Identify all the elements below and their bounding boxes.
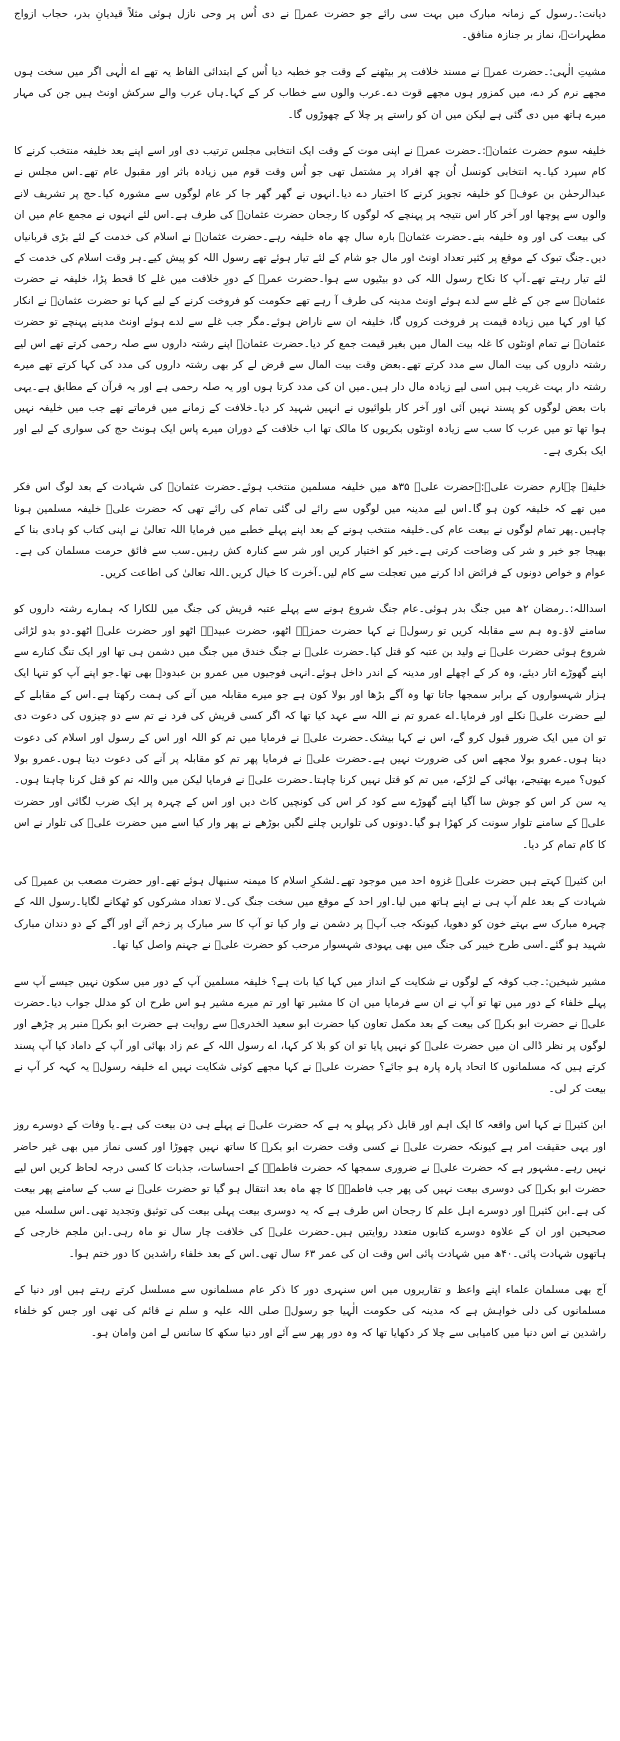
- paragraph-ibn-kathir-uhud: ابن کثیرؒ کہتے ہیں حضرت علیؓ غزوہ احد میں موجود تھے۔لشکرِ اسلام کا میمنہ سنبھال ہوئے تھے۔اور حضرت مصعب بن عمیرؓ کی شہادت کے بعد علم آپ ہی نے اپنے ہاتھ میں لیا۔اور احد کے موقع میں سخت جنگ کی۔لا تعداد مشرکوں کو ٹھکانے لگایا۔رسول اللہ کے چہرہ مبارک سے بہتے خون کو دھویا، کیونکہ جب آپؐ پر دشمن نے وار کیا تو آپ کا سر مبارک پر زخم آئے اور آگے کے دو دندان مبارک شہید ہو گئے۔اسی طرح خیبر کی جنگ میں بھی یہودی شہسوار مرحب کو حضرت علیؓ نے جہنم واصل کیا تھا۔: [14, 875, 606, 952]
- paragraph-fourth-caliph-ali: خلیفہ چہارم حضرت علیؓ:۔حضرت علیؓ ۳۵ھ میں خلیفہ مسلمین منتخب ہوئے۔حضرت عثمانؓ کی شہادت کے بعد لوگ اس فکر میں تھے کہ خلیفہ کون ہو گا۔اس لیے مدینہ میں لوگوں سے رائے لی گئی تمام کی رائے تھی کہ حضرت علیؓ خلیفہ مسلمین ہونا چاہیں۔پھر تمام لوگوں نے بیعت عام کی۔خلیفہ منتخب ہونے کے بعد اپنے پہلے خطبے میں فرمایا اللہ تعالیٰ نے اپنی کتاب کو ہادی بنا کے بھیجا جو خیر و شر کی وضاحت کرتی ہے۔خیر کو اختیار کریں اور شر سے کنارہ کش رہیں۔سب سے فائق حرمت مسلمان کی ہے۔عوام و خواص دونوں کے فرائض ادا کرنے میں تعجلت سے کام لیں۔آخرت کا خیال کریں۔اللہ تعالیٰ کی اطاعت کریں۔: [14, 481, 606, 579]
- paragraph-conclusion: آج بھی مسلمان علماء اپنے واعظ و تقاریروں میں اس سنہری دور کا ذکر عام مسلمانوں سے مسلسل کرتے رہتے ہیں اور دنیا کے مسلمانوں کی دلی خواہش ہے کہ مدینہ کی حکومت الٰہیا جو رسولؐ صلی اللہ علیہ و سلم نے قائم کی تھی اور جس کو خلفاء راشدین نے اس دنیا میں کامیابی سے چلا کر دکھایا تھا کہ وہ دور پھر سے آئے اور دنیا سکھ کا سانس لے امن وامان ہو۔: [14, 1283, 606, 1339]
- paragraph-divine-will: مشیتِ الٰہی:۔حضرت عمرؓ نے مسند خلافت پر بیٹھنے کے وقت جو خطبہ دیا اُس کے ابتدائی الفاظ یہ تھے اے الٰہی اگر میں سخت ہوں مجھے نرم کر دے، میں کمزور ہوں مجھے قوت دے۔عرب والوں سے خطاب کر کے کہا۔ہاں عرب والے سرکش اونٹ ہیں جن کی مہار میرے ہاتھ میں دی گئی ہے لیکن میں ان کو راستے پر چلا کے چھوڑوں گا۔: [14, 65, 606, 121]
- paragraph-asadullah: اسداللہ:۔رمضان ۲ھ میں جنگ بدر ہوئی۔عام جنگ شروع ہونے سے پہلے عتبہ قریش کی جنگ میں للکارا کہ ہمارے رشتہ داروں کو سامنے لاؤ۔وہ ہم سے مقابلہ کریں تو رسولؐ نے کہا حضرت حمزہؓ اٹھو، حضرت عبیدہؓ اٹھو اور حضرت علیؓ اٹھو۔دو بدو لڑائی شروع ہوئی حضرت علیؓ نے ولید بن عتبہ کو قتل کیا۔حضرت علیؓ نے جنگ خندق میں جنگ میں دشمن ہی تھا اور ایک تنگ کنارے سے اپنے گھوڑے اتار دیئے، وہ کر کے اچھلے اور مدینہ کے اندر داخل ہوئے۔انہی فوجیوں میں عمرو بن عبدودؓ بھی تھا۔جو اپنے آپ کو تنہا ایک ہزار شہسواروں کے برابر سمجھا جاتا تھا وہ آگے بڑھا اور بولا کون ہے جو میرے مقابلہ میں آنے کی ہمت رکھتا ہے۔اس کے مقابلے کے لیے حضرت علیؓ نکلے اور فرمایا۔اے عمرو تم نے اللہ سے عہد کیا تھا کہ اگر کسی قریش کی فرد نے تم سے دو چیزوں کی دعوت دی تو ان میں ایک ضرور قبول کرو گے، اس نے کہا بیشک۔حضرت علیؓ نے فرمایا میں تم کو اللہ اور اس کے رسول اور اسلام کی دعوت دیتا ہوں۔عمرو بولا مجھے اس کی ضرورت نہیں ہے۔حضرت علیؓ نے فرمایا پھر تم کو مقابلہ پر آنے کی دعوت دیتا ہوں۔عمرو بولا کیوں؟ میرے بھتیجے، بھائی کے لڑکے، میں تم کو قتل نہیں کرنا چاہتا۔حضرت علیؓ نے فرمایا لیکن میں واللہ تم کو قتل کرنا چاہتا ہوں۔یہ سن کر اس کو جوش سا آگیا اپنے گھوڑے سے کود کر اس کی کونچیں کاٹ دیں اور اس کے چہرہ پر ایک ضرب لگائی اور حضرت علیؓ کے سامنے تلوار سونت کر کھڑا ہو گیا۔دونوں کی تلواریں چلنے لگیں بوڑھے نے پھر وار کیا اسے میں حضرت علیؓ کی تلوار نے اس کا کام تمام کر دیا۔: [14, 603, 607, 851]
- paragraph-integrity: دیانت:۔رسول کے زمانہ مبارک میں بہت سی رائے جو حضرت عمرؓ نے دی اُس پر وحی نازل ہوئی مثلاً قیدیانِ بدر، حجاب ازواج مطہراتؓ، نماز بر جنازہ منافق۔: [14, 8, 606, 42]
- paragraph-ibn-kathir-bayah: ابن کثیرؒ نے کہا اس واقعہ کا ایک اہم اور قابل ذکر پہلو یہ ہے کہ حضرت علیؓ نے پہلے ہی دن بیعت کی ہے۔یا وفات کے دوسرے روز اور یہی حقیقت امر ہے کیونکہ حضرت علیؓ نے کسی وقت حضرت ابو بکرؓ کا ساتھ نہیں چھوڑا اور کسی نماز میں بھی غیر حاضر نہیں رہے۔مشہور ہے کہ حضرت علیؓ نے ضروری سمجھا کہ حضرت فاطمہؓ کے احساسات، جذبات کا کسی درجہ لحاظ کریں اس لیے حضرت ابو بکرؓ کی دوسری بیعت نہیں کی پھر جب فاطمہؓ کا چھ ماہ بعد انتقال ہو گیا تو حضرت علیؓ نے سب کے سامنے پھر بیعت کی ہے۔ابن کثیرؒ اور دوسرے اہل علم کا رجحان اس طرف ہے کہ یہ دوسری بیعت پہلی بیعت کی توثیق وتجدید تھی۔اس سلسلہ میں صحیحین اور ان کے علاوہ دوسرے کتابوں متعدد روایتیں ہیں۔حضرت علیؓ کی خلافت چار سال نو ماہ رہی۔ابن ملجم خارجی کے ہاتھوں شہادت پائی۔۴۰ھ میں شہادت پائی اس وقت ان کی عمر ۶۳ سال تھی۔اس کے بعد خلفاء راشدین کا دور ختم ہوا۔: [14, 1119, 606, 1260]
- paragraph-adviser-of-shaykhayn: مشیر شیخین:۔جب کوفہ کے لوگوں نے شکایت کے انداز میں کہا کیا بات ہے؟ خلیفہ مسلمین آپ کے دور میں سکون نہیں جیسے آپ سے پہلے خلفاء کے دور میں تھا تو آپ نے ان سے فرمایا میں ان کا مشیر تھا اور تم میرے مشیر ہو اس طرح ان کو مدلل جواب دیا۔حضرت علیؓ نے حضرت ابو بکرؓ کی بیعت کے بعد مکمل تعاون کیا حضرت ابو سعید الخدریؓ سے روایت ہے حضرت ابو بکرؓ منبر پر چڑھے اور لوگوں پر نظر ڈالی ان میں حضرت علیؓ کو نہیں پایا تو ان کو بلا کر کہا، اے رسول اللہ کے عم زاد بھائی اور آپ کے داماد کیا آپ پسند کرتے ہیں کہ مسلمانوں کا اتحاد پارہ پارہ ہو جائے؟ حضرت علیؓ نے کہا مجھے کوئی شکایت نہیں اے خلیفہ رسولؐ یہ کہہ کر آپ نے بیعت کر لی۔: [14, 975, 606, 1095]
- paragraph-third-caliph-uthman: خلیفہ سوم حضرت عثمانؓ:۔حضرت عمرؓ نے اپنی موت کے وقت ایک انتخابی مجلس ترتیب دی اور اسے اپنے بعد خلیفہ منتخب کرنے کا کام سپرد کیا۔یہ انتخابی کونسل اُن چھ افراد پر مشتمل تھی جو اُس وقت قوم میں زیادہ باثر اور مقبول عام تھے۔اس مجلس نے عبدالرحمٰن بن عوفؓ کو خلیفہ تجویز کرنے کا اختیار دے دیا۔انہوں نے گھر گھر جا کر عام لوگوں سے مشورہ کیا۔حج پر تشریف لانے والوں سے پوچھا اور آخر کار اس نتیجہ پر پہنچے کہ لوگوں کا رجحان حضرت عثمانؓ کی طرف ہے۔اس لئے انہوں نے مجمع عام میں ان کی بیعت کی اور وہ خلیفہ بنے۔حضرت عثمانؓ بارہ سال چھ ماہ خلیفہ رہے۔حضرت عثمانؓ نے اسلام کی خدمت کے لئے بڑی قربانیاں دیں۔جنگ تبوک کے موقع پر کثیر تعداد اونٹ اور مال جو شام کے لئے تیار ہوئے تھے رسول اللہ کو پیش کیے۔ہر وقت اسلام کی خدمت کے لئے تیار رہتے تھے۔آپ کا نکاح رسول اللہ کی دو بیٹیوں سے ہوا۔حضرت عمرؓ کے دورِ خلافت میں غلے کا قحط پڑا، خلیفہ نے حضرت عثمانؓ سے جن کے غلے سے لدے ہوئے اونٹ مدینہ کی طرف آ رہے تھے حکومت کو فروخت کرنے کے لیے کہا تو حضرت عثمانؓ نے انکار کیا اور کہا میں زیادہ قیمت پر فروخت کروں گا، خلیفہ ان سے ناراض ہوئے۔مگر جب غلے سے لدے ہوئے اونٹ مدینے پہنچے تو حضرت عثمانؓ نے تمام اونٹوں کا غلہ بیت المال میں بغیر قیمت جمع کر دیا۔حضرت عثمانؓ اپنے رشتہ داروں سے صلہ رحمی کرتے تھے اس لیے رشتہ داروں کی بیت المال سے مدد کرتے تھے۔بعض وقت بیت المال سے قرض لے کر بھی رشتہ داروں کی مدد کی کہا کرتے تھے میرے رشتہ دار بہت غریب ہیں اسی لیے زیادہ مال دار ہیں۔میں ان کی مدد کرتا ہوں اور یہ صلہ رحمی ہے اور یہ قرآن کے مطابق ہے۔یہی بات بعض لوگوں کو پسند نہیں آئی اور آخر کار بلوائیوں نے انہیں شہید کر دیا۔خلافت کے زمانے میں فرماتے تھے جب میں خلیفہ نہیں ہوا تھا تو میں عرب کا سب سے زیادہ اونٹوں بکریوں کا مالک تھا اب خلافت کے دوران میرے پاس ایک ہونٹ حج کی سواری کے لیے اور ایک بکری ہے۔: [14, 145, 606, 457]
